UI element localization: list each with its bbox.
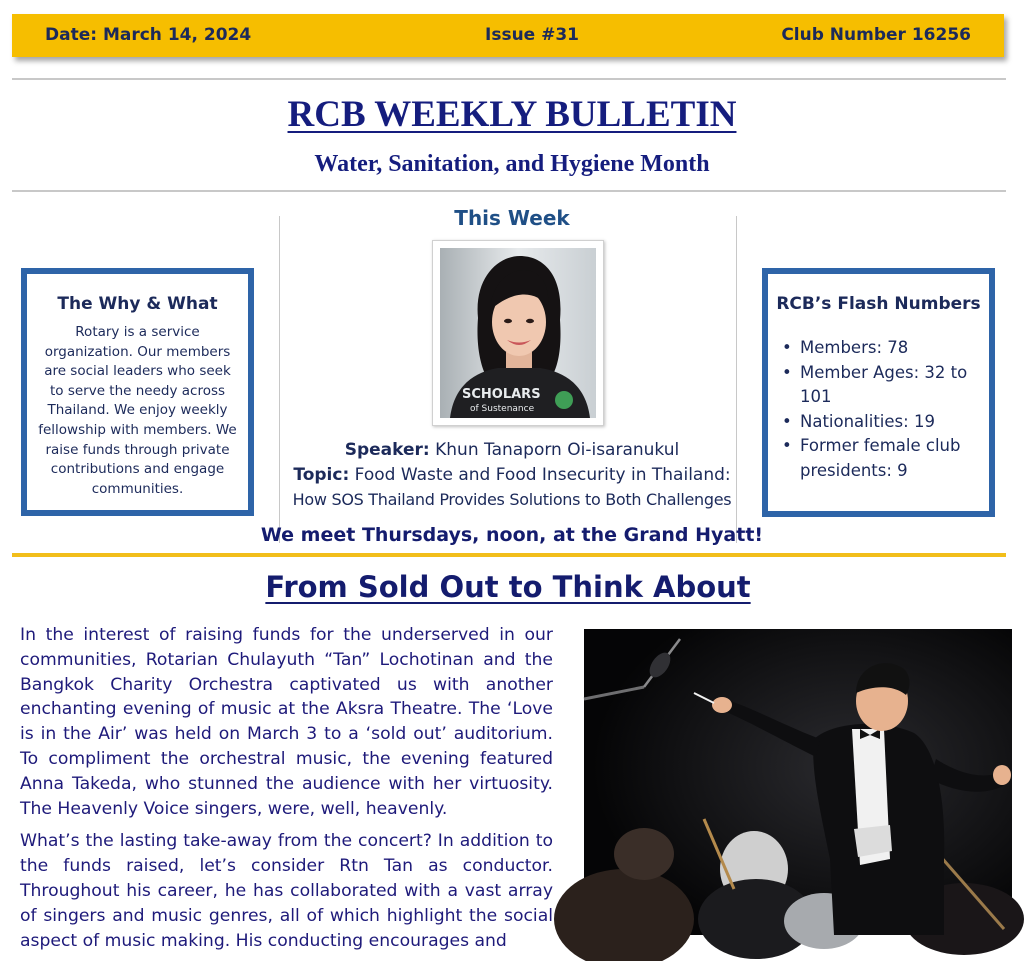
club-number: Club Number 16256	[781, 25, 971, 45]
article-title: From Sold Out to Think About	[265, 570, 751, 604]
why-what-heading: The Why & What	[57, 294, 218, 314]
article-body	[20, 623, 553, 961]
issue-date: Date: March 14, 2024	[45, 25, 252, 45]
speaker-label: Speaker:	[344, 440, 430, 460]
topic-label: Topic:	[293, 465, 350, 485]
speaker-name: Khun Tanaporn Oi-isaranukul	[435, 440, 680, 460]
issue-number: Issue #31	[485, 25, 580, 45]
masthead-divider	[12, 190, 1006, 192]
speaker-portrait	[440, 248, 596, 418]
article-paragraph: What’s the lasting take-away from the concert? In addition to the funds raised, let’s consider Rtn Tan as conductor. Throughout his career, he has collaborated with a vast array of singers and music genres, all of which highlight the social aspect of music making. His conducting encourages and	[20, 831, 553, 951]
flash-item: • Former female club presidents: 9	[780, 434, 989, 483]
bulletin-title: RCB WEEKLY BULLETIN	[287, 94, 737, 135]
flash-numbers-box	[762, 268, 995, 517]
article-paragraph: In the interest of raising funds for the underserved in our communities, Rotarian Chulayuth “Tan” Lochotinan and the Bangkok Charity Orchestra captivated us with another enchanting evening of music at the Aksra Theatre. The ‘Love is in the Air’ was held on March 3 to a ‘sold out’ auditorium. To compliment the orchestral music, the evening featured Anna Takeda, who stunned the audience with her virtuosity. The Heavenly Voice singers, were, well, heavenly.	[20, 625, 553, 819]
flash-item: • Member Ages: 32 to 101	[780, 361, 989, 410]
flash-item: • Nationalities: 19	[780, 410, 989, 435]
meeting-info: We meet Thursdays, noon, at the Grand Hyatt!	[260, 524, 764, 546]
this-week-heading: This Week	[454, 206, 570, 230]
speaker-photo	[432, 240, 604, 426]
conductor-image	[584, 629, 1012, 935]
flash-numbers-list	[780, 336, 989, 483]
topic-text: Food Waste and Food Insecurity in Thailand:	[354, 465, 731, 485]
bulletin-subtitle: Water, Sanitation, and Hygiene Month	[314, 151, 710, 177]
top-divider	[12, 78, 1006, 80]
section-divider	[12, 553, 1006, 557]
flash-item: • Members: 78	[780, 336, 989, 361]
why-what-text: Rotary is a service organization. Our members are social leaders who seek to serve the needy across Thailand. We enjoy weekly fellowship with members. We raise funds through private contributions and engage communities.	[38, 324, 237, 497]
header-bar	[12, 14, 1004, 57]
flash-numbers-heading: RCB’s Flash Numbers	[776, 294, 981, 314]
shirt-print-text: SCHOLARS	[462, 387, 541, 402]
shirt-print-subtext: of Sustenance	[470, 404, 535, 414]
concert-photo	[584, 629, 1012, 935]
topic-text-continued: How SOS Thailand Provides Solutions to Both Challenges	[292, 490, 732, 509]
